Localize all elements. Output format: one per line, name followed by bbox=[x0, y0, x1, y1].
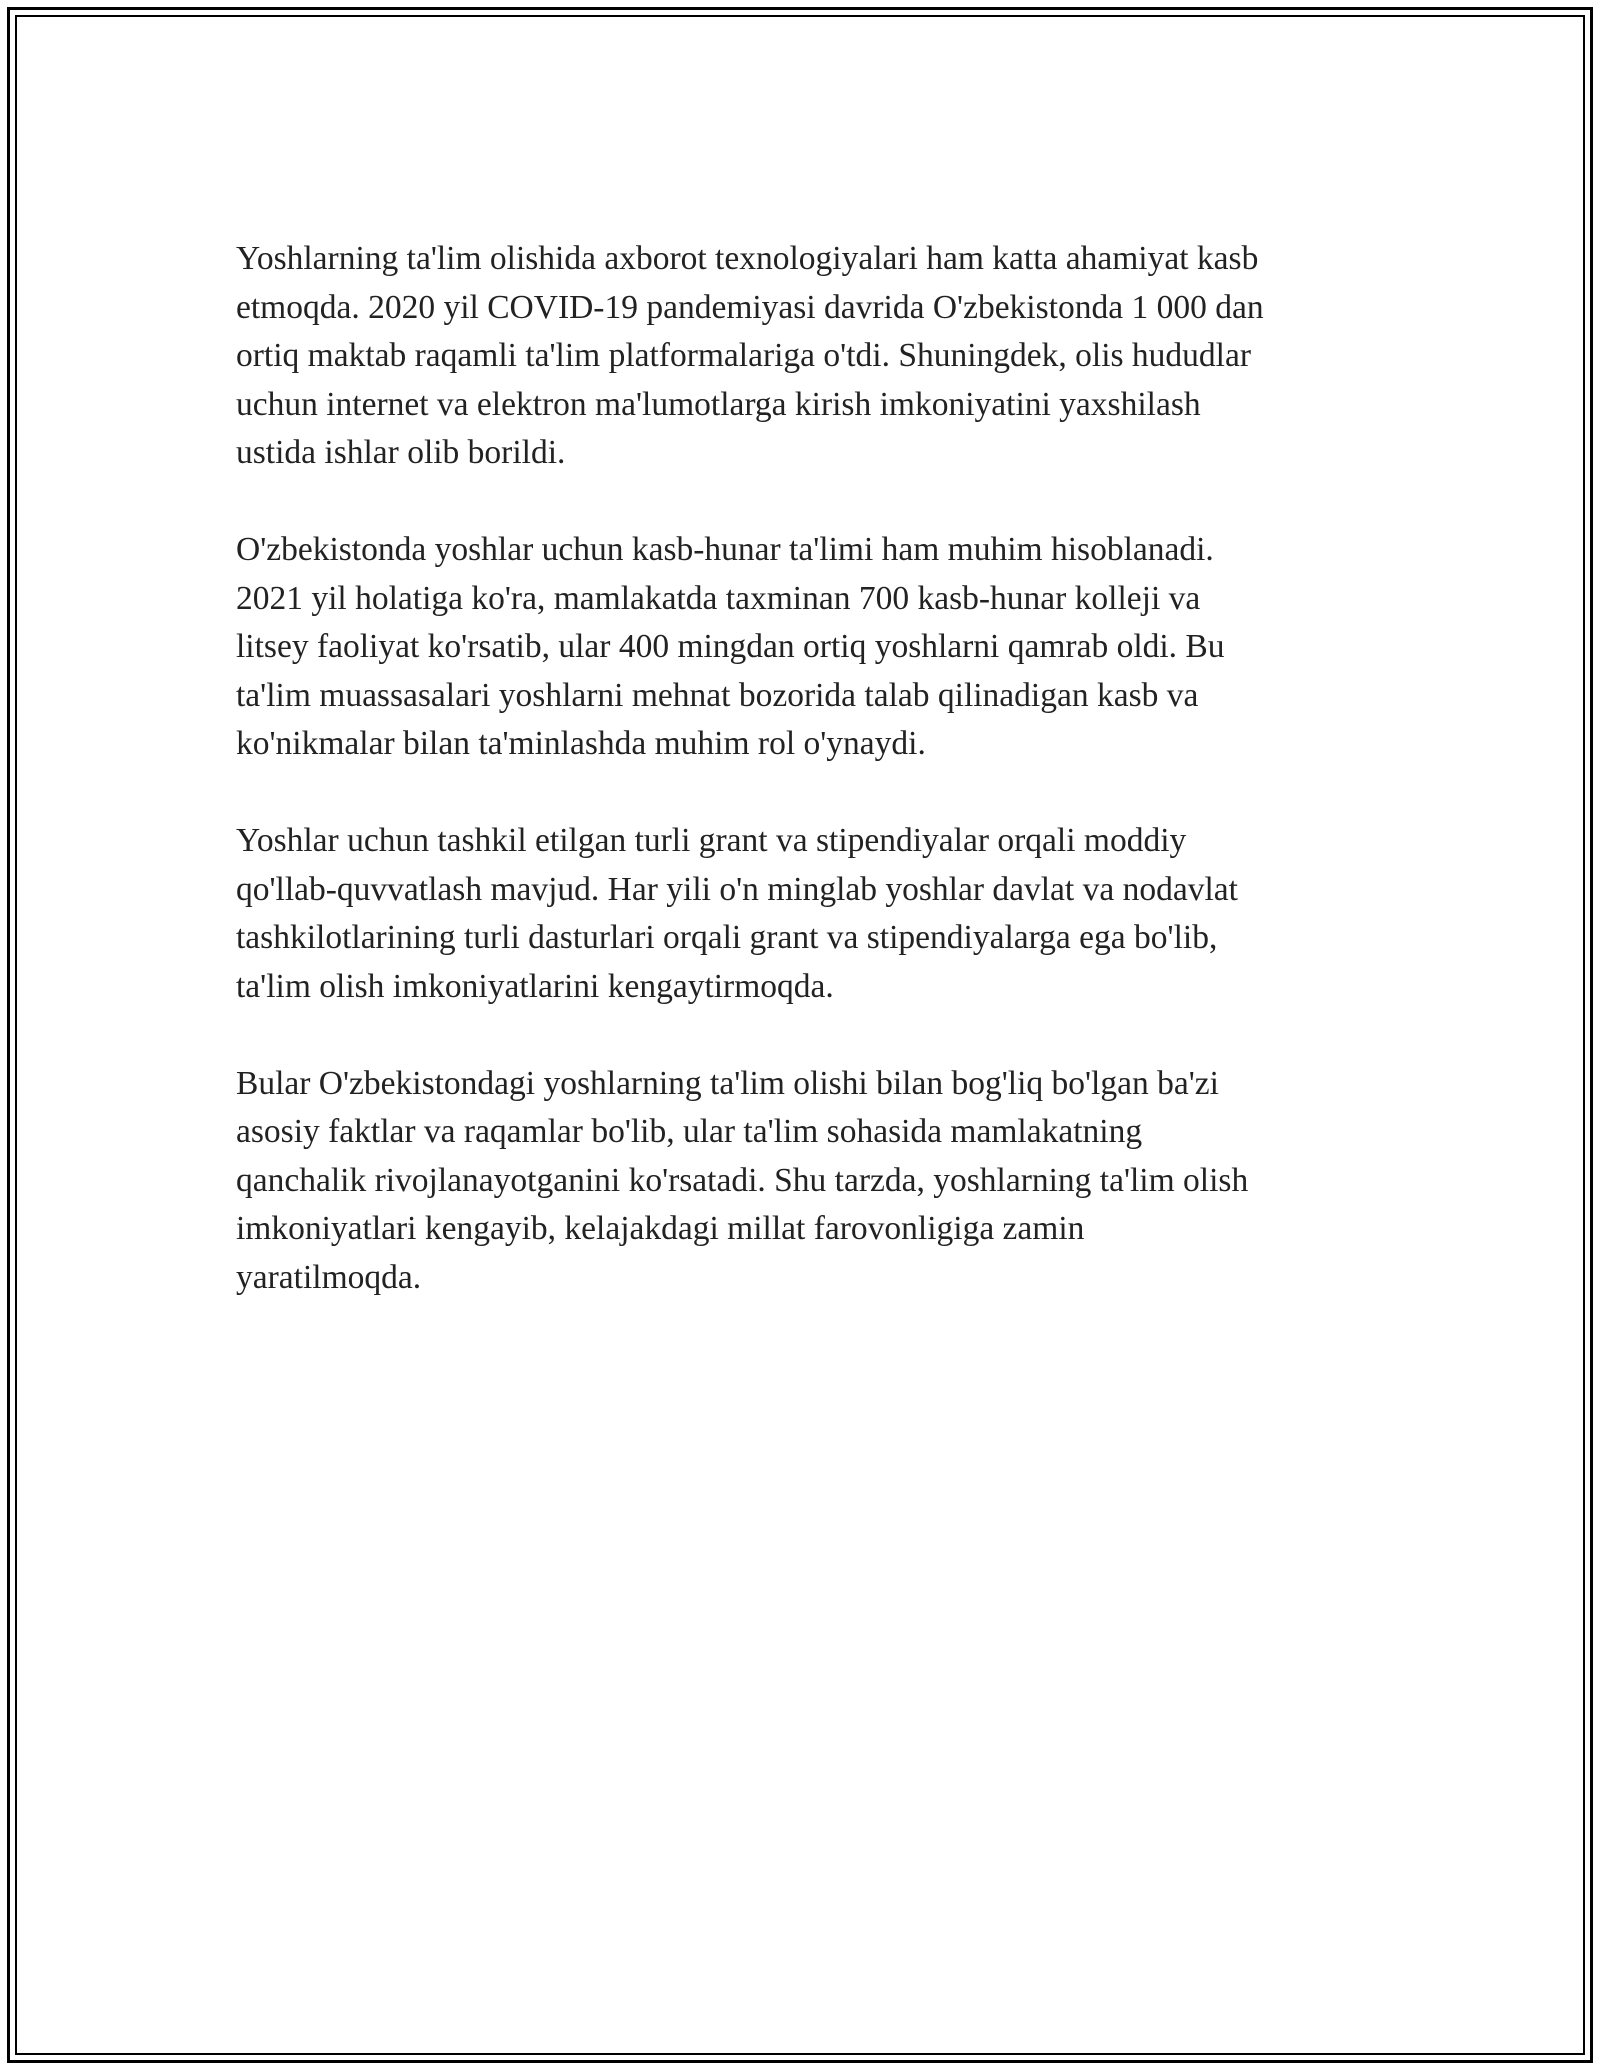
paragraph-3: Yoshlar uchun tashkil etilgan turli grant va stipendiyalar orqali moddiy qo'llab-quvvatlash mavjud. Har yili o'n minglab yoshlar davlat va nodavlat tashkilotlarining turli dasturlari orqali grant va stipendiyalarga ega bo'lib, ta'lim olish imkoniyatlarini kengaytirmoqda. bbox=[236, 822, 1238, 1005]
paragraph-2: O'zbekistonda yoshlar uchun kasb-hunar ta'limi ham muhim hisoblanadi. 2021 yil holatiga ko'ra, mamlakatda taxminan 700 kasb-hunar kolleji va litsey faoliyat ko'rsatib, ular 400 mingdan ortiq yoshlarni qamrab oldi. Bu ta'lim muassasalari yoshlarni mehnat bozorida talab qilinadigan kasb va ko'nikmalar bilan ta'minlashda muhim rol o'ynaydi. bbox=[236, 531, 1225, 762]
document-body bbox=[236, 235, 1416, 1351]
paragraph-1: Yoshlarning ta'lim olishida axborot texnologiyalari ham katta ahamiyat kasb etmoqda. 2020 yil COVID-19 pandemiyasi davrida O'zbekistonda 1 000 dan ortiq maktab raqamli ta'lim platformalariga o'tdi. Shuningdek, olis hududlar uchun internet va elektron ma'lumotlarga kirish imkoniyatini yaxshilash ustida ishlar olib borildi. bbox=[236, 240, 1264, 471]
paragraph-4: Bular O'zbekistondagi yoshlarning ta'lim olishi bilan bog'liq bo'lgan ba'zi asosiy faktlar va raqamlar bo'lib, ular ta'lim sohasida mamlakatning qanchalik rivojlanayotganini ko'rsatadi. Shu tarzda, yoshlarning ta'lim olish imkoniyatlari kengayib, kelajakdagi millat farovonligiga zamin yaratilmoqda. bbox=[236, 1064, 1249, 1296]
